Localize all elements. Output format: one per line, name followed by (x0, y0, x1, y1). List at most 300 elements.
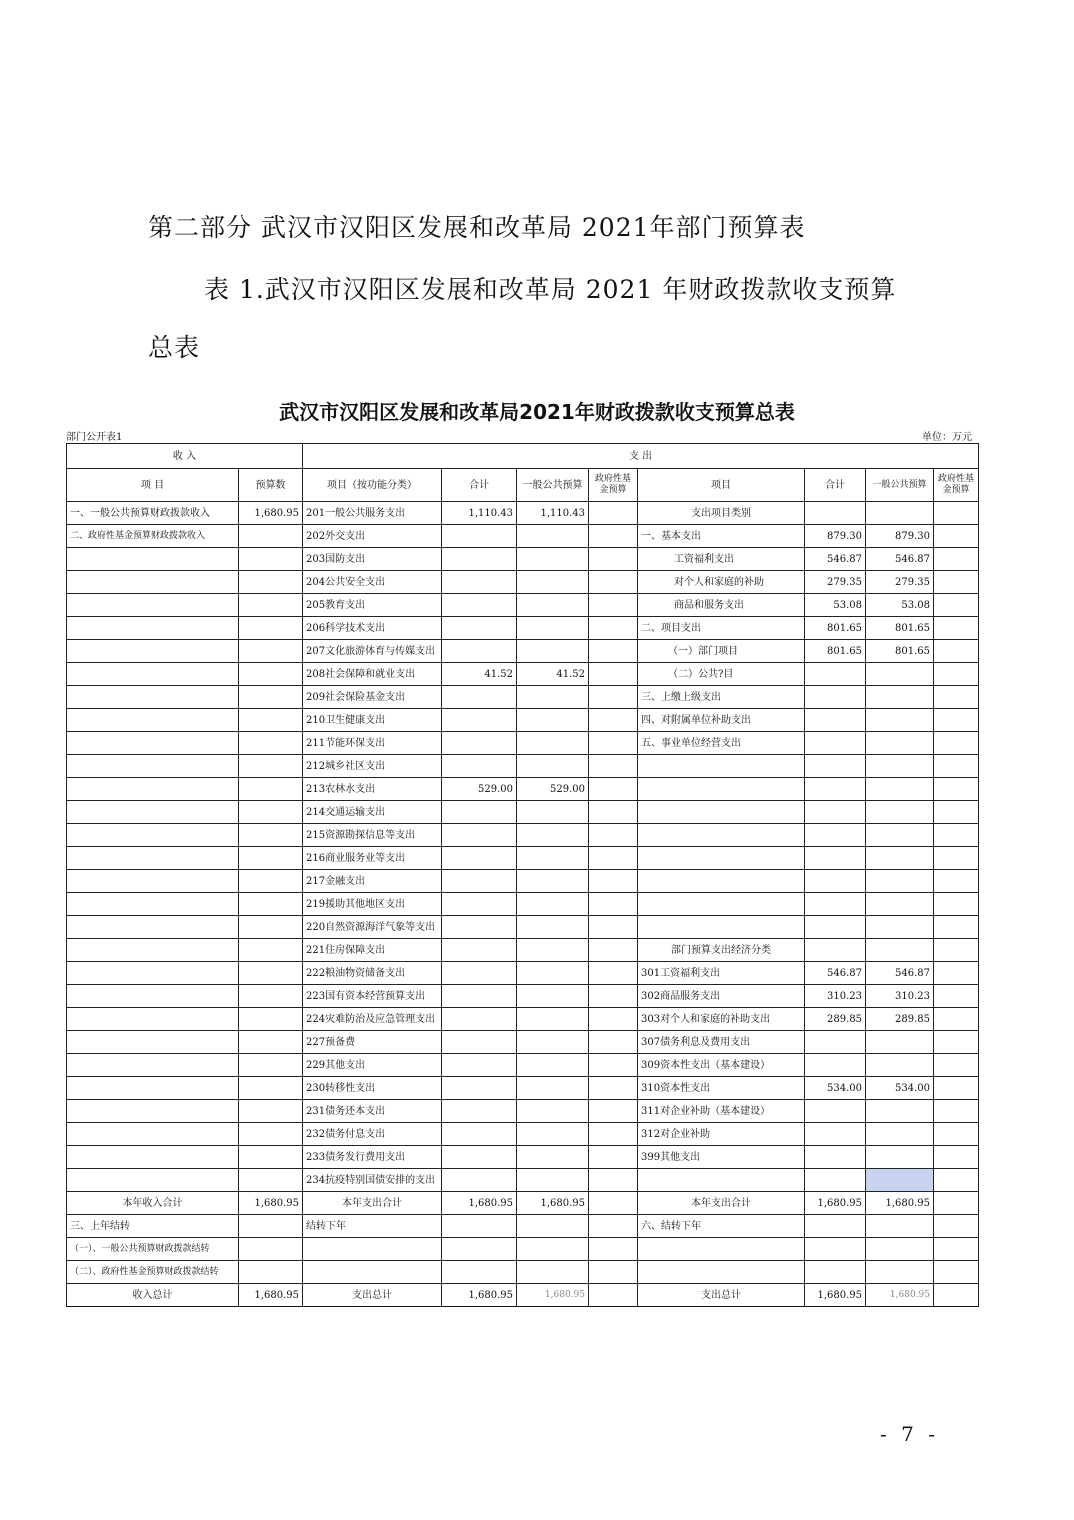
table-cell (866, 939, 934, 962)
table-cell (67, 732, 239, 755)
table-cell (517, 571, 589, 594)
table-row (67, 916, 979, 939)
table-row (67, 502, 979, 525)
table-cell (517, 916, 589, 939)
table-cell (638, 1169, 805, 1192)
table-cell: 六、结转下年 (638, 1215, 805, 1238)
table-cell (517, 755, 589, 778)
table-cell: 208社会保障和就业支出 (303, 663, 442, 686)
table-cell: 202外交支出 (303, 525, 442, 548)
grand-total-row (67, 1284, 979, 1307)
table-cell (442, 1054, 517, 1077)
section-heading: 第二部分 武汉市汉阳区发展和改革局 2021年部门预算表 (148, 213, 806, 242)
table-cell (517, 985, 589, 1008)
carry-over-row (67, 1215, 979, 1238)
table-cell (866, 1215, 934, 1238)
table-cell (303, 1261, 442, 1284)
table-row (67, 1169, 979, 1192)
table-cell (442, 1077, 517, 1100)
table-cell: 312对企业补助 (638, 1123, 805, 1146)
table-cell (239, 847, 303, 870)
table-row (67, 1054, 979, 1077)
table-cell (934, 594, 979, 617)
table-cell (805, 824, 866, 847)
table-cell (805, 663, 866, 686)
table-cell: 546.87 (805, 548, 866, 571)
table-cell (517, 548, 589, 571)
table-cell: 1,680.95 (805, 1284, 866, 1307)
table-cell (67, 778, 239, 801)
table-cell (866, 732, 934, 755)
table-cell: 229其他支出 (303, 1054, 442, 1077)
col-header: 政府性基金预算 (934, 469, 979, 502)
table-cell: 227预备费 (303, 1031, 442, 1054)
table-cell (239, 1054, 303, 1077)
table-cell (866, 709, 934, 732)
expense-section-label: 支 出 (303, 444, 979, 469)
table-cell (517, 594, 589, 617)
table-cell (67, 962, 239, 985)
table-cell (239, 525, 303, 548)
table-row (67, 870, 979, 893)
table-cell (517, 732, 589, 755)
table-cell (934, 617, 979, 640)
table-cell (442, 1169, 517, 1192)
table-cell (517, 1077, 589, 1100)
table-cell: 529.00 (442, 778, 517, 801)
table-cell: 三、上年结转 (67, 1215, 239, 1238)
table-row (67, 1100, 979, 1123)
table-cell (517, 1100, 589, 1123)
table-cell (589, 1215, 638, 1238)
table-cell (517, 1008, 589, 1031)
table-cell (517, 709, 589, 732)
table-cell (589, 1077, 638, 1100)
col-header: 一般公共预算 (517, 469, 589, 502)
table-cell (805, 709, 866, 732)
table-cell (517, 1054, 589, 1077)
table-cell: 231债务还本支出 (303, 1100, 442, 1123)
table-cell (589, 709, 638, 732)
table-cell: 本年支出合计 (638, 1192, 805, 1215)
table-cell: 303对个人和家庭的补助支出 (638, 1008, 805, 1031)
table-cell (67, 640, 239, 663)
table-caption-line2: 总表 (148, 333, 201, 362)
table-cell (442, 939, 517, 962)
table-cell (67, 939, 239, 962)
table-row (67, 824, 979, 847)
table-cell: 结转下年 (303, 1215, 442, 1238)
table-cell: 1,680.95 (866, 1192, 934, 1215)
table-cell (442, 893, 517, 916)
table-cell (866, 1123, 934, 1146)
table-cell (589, 502, 638, 525)
table-cell (239, 1077, 303, 1100)
col-header: 项目 (638, 469, 805, 502)
table-cell (67, 1100, 239, 1123)
table-cell (442, 640, 517, 663)
table-cell (589, 1008, 638, 1031)
table-cell: 1,110.43 (517, 502, 589, 525)
table-cell (589, 1031, 638, 1054)
table-title: 武汉市汉阳区发展和改革局2021年财政拨款收支预算总表 (279, 400, 795, 424)
table-code: 部门公开表1 (66, 432, 123, 443)
table-row (67, 801, 979, 824)
table-cell (805, 1169, 866, 1192)
table-row (67, 939, 979, 962)
table-cell (517, 847, 589, 870)
table-cell (442, 1261, 517, 1284)
table-cell: 41.52 (442, 663, 517, 686)
table-cell (805, 1031, 866, 1054)
table-cell: 五、事业单位经营支出 (638, 732, 805, 755)
table-cell (866, 893, 934, 916)
table-cell (934, 525, 979, 548)
table-cell: 546.87 (866, 962, 934, 985)
table-cell (805, 1261, 866, 1284)
table-cell (934, 962, 979, 985)
table-cell (442, 1008, 517, 1031)
table-cell (805, 870, 866, 893)
column-header-row (67, 469, 979, 502)
table-cell (805, 686, 866, 709)
table-cell (442, 801, 517, 824)
table-cell (934, 1031, 979, 1054)
table-cell (517, 617, 589, 640)
table-cell (442, 1215, 517, 1238)
table-cell: 商品和服务支出 (638, 594, 805, 617)
table-cell (805, 847, 866, 870)
table-row (67, 1008, 979, 1031)
table-cell: 收入总计 (67, 1284, 239, 1307)
table-cell (239, 594, 303, 617)
table-cell (934, 985, 979, 1008)
table-cell (239, 640, 303, 663)
table-cell: 工资福利支出 (638, 548, 805, 571)
table-cell (589, 525, 638, 548)
table-cell (638, 1238, 805, 1261)
table-cell (67, 594, 239, 617)
table-cell (442, 1100, 517, 1123)
table-cell (589, 1146, 638, 1169)
table-cell (589, 1284, 638, 1307)
current-year-total-row (67, 1192, 979, 1215)
table-cell (67, 1077, 239, 1100)
table-cell: 1,680.95 (239, 502, 303, 525)
table-cell: 对个人和家庭的补助 (638, 571, 805, 594)
table-cell (239, 870, 303, 893)
table-cell (239, 824, 303, 847)
section-header-row (67, 444, 979, 469)
table-cell: 二、项目支出 (638, 617, 805, 640)
table-cell (67, 893, 239, 916)
table-cell (638, 824, 805, 847)
table-cell (934, 916, 979, 939)
table-cell (638, 778, 805, 801)
table-cell (589, 778, 638, 801)
table-cell (239, 709, 303, 732)
table-cell (866, 824, 934, 847)
table-cell (442, 571, 517, 594)
table-cell (589, 755, 638, 778)
table-cell (239, 893, 303, 916)
table-cell (934, 1169, 979, 1192)
col-header: 合计 (805, 469, 866, 502)
table-cell (866, 801, 934, 824)
table-cell (239, 1169, 303, 1192)
table-cell: （一）、一般公共预算财政拨款结转 (67, 1238, 239, 1261)
table-row (67, 1031, 979, 1054)
table-row (67, 571, 979, 594)
table-cell (866, 870, 934, 893)
table-cell (866, 755, 934, 778)
table-cell (239, 985, 303, 1008)
table-cell (805, 1146, 866, 1169)
col-header: 合计 (442, 469, 517, 502)
table-cell (517, 1123, 589, 1146)
table-cell: 224灾难防治及应急管理支出 (303, 1008, 442, 1031)
table-cell: 205教育支出 (303, 594, 442, 617)
table-cell (67, 755, 239, 778)
table-cell (67, 571, 239, 594)
table-cell: 41.52 (517, 663, 589, 686)
table-cell (589, 571, 638, 594)
table-cell (934, 686, 979, 709)
table-cell (589, 1238, 638, 1261)
page-number: - 7 - (880, 1422, 939, 1446)
table-cell (67, 985, 239, 1008)
table-cell: 217金融支出 (303, 870, 442, 893)
table-cell (517, 1169, 589, 1192)
table-cell (67, 1031, 239, 1054)
table-cell: 534.00 (866, 1077, 934, 1100)
table-cell: 399其他支出 (638, 1146, 805, 1169)
table-cell (589, 893, 638, 916)
table-cell: 1,680.95 (239, 1192, 303, 1215)
table-cell: 1,680.95 (517, 1284, 589, 1307)
table-cell (638, 755, 805, 778)
col-header: 预算数 (239, 469, 303, 502)
table-cell: 206科学技术支出 (303, 617, 442, 640)
table-cell (239, 801, 303, 824)
table-cell: 220自然资源海洋气象等支出 (303, 916, 442, 939)
table-cell (589, 617, 638, 640)
table-cell (517, 525, 589, 548)
table-cell (239, 686, 303, 709)
table-row (67, 1077, 979, 1100)
table-cell (934, 640, 979, 663)
table-cell (805, 893, 866, 916)
table-cell: 801.65 (866, 640, 934, 663)
table-cell (67, 548, 239, 571)
table-row (67, 1146, 979, 1169)
table-cell (934, 755, 979, 778)
table-cell (866, 1169, 934, 1192)
table-cell (239, 548, 303, 571)
table-cell (442, 594, 517, 617)
table-cell: 本年支出合计 (303, 1192, 442, 1215)
table-cell (67, 824, 239, 847)
table-cell (805, 1054, 866, 1077)
table-cell (239, 1100, 303, 1123)
table-cell (589, 1261, 638, 1284)
table-cell (934, 801, 979, 824)
table-cell: 201一般公共服务支出 (303, 502, 442, 525)
carry-over-row (67, 1238, 979, 1261)
table-cell (934, 1192, 979, 1215)
table-cell (934, 1077, 979, 1100)
table-row (67, 893, 979, 916)
table-cell: （一）部门项目 (638, 640, 805, 663)
table-cell (67, 1169, 239, 1192)
table-cell: 211节能环保支出 (303, 732, 442, 755)
table-cell: 210卫生健康支出 (303, 709, 442, 732)
table-cell (442, 686, 517, 709)
table-cell (442, 525, 517, 548)
table-cell (805, 939, 866, 962)
table-cell (934, 1284, 979, 1307)
table-cell: 301工资福利支出 (638, 962, 805, 985)
table-cell: 219援助其他地区支出 (303, 893, 442, 916)
table-cell (934, 1238, 979, 1261)
table-cell (866, 847, 934, 870)
table-cell (934, 847, 979, 870)
table-caption-line1: 表 1.武汉市汉阳区发展和改革局 2021 年财政拨款收支预算 (204, 275, 897, 304)
table-cell (805, 1100, 866, 1123)
table-cell (866, 1054, 934, 1077)
table-row (67, 755, 979, 778)
table-cell: 289.85 (805, 1008, 866, 1031)
table-cell (866, 1100, 934, 1123)
table-cell: 一、一般公共预算财政拨款收入 (67, 502, 239, 525)
table-cell (638, 893, 805, 916)
table-cell (866, 1031, 934, 1054)
table-cell: 221住房保障支出 (303, 939, 442, 962)
table-cell (589, 1123, 638, 1146)
table-row (67, 1123, 979, 1146)
table-cell: （二）、政府性基金预算财政拨款结转 (67, 1261, 239, 1284)
table-cell (239, 1031, 303, 1054)
table-cell: 801.65 (805, 640, 866, 663)
col-header: 一般公共预算 (866, 469, 934, 502)
table-cell: 307债务利息及费用支出 (638, 1031, 805, 1054)
table-cell: 一、基本支出 (638, 525, 805, 548)
table-cell (239, 778, 303, 801)
table-cell (239, 962, 303, 985)
table-cell (805, 755, 866, 778)
table-cell: 215资源勘探信息等支出 (303, 824, 442, 847)
table-cell: 879.30 (866, 525, 934, 548)
table-cell (517, 640, 589, 663)
table-cell (805, 916, 866, 939)
table-cell (934, 1008, 979, 1031)
table-cell (67, 916, 239, 939)
table-cell: 部门预算支出经济分类 (638, 939, 805, 962)
table-cell: 1,680.95 (442, 1284, 517, 1307)
table-cell (517, 801, 589, 824)
table-cell (517, 893, 589, 916)
table-cell: 233债务发行费用支出 (303, 1146, 442, 1169)
table-cell (934, 1100, 979, 1123)
table-row (67, 525, 979, 548)
table-cell (442, 1238, 517, 1261)
table-row (67, 847, 979, 870)
col-header: 项 目 (67, 469, 239, 502)
table-cell: 534.00 (805, 1077, 866, 1100)
table-cell (517, 939, 589, 962)
table-row (67, 594, 979, 617)
table-cell (67, 709, 239, 732)
table-cell (589, 640, 638, 663)
table-cell (517, 1146, 589, 1169)
table-cell: 207文化旅游体育与传媒支出 (303, 640, 442, 663)
table-cell (934, 1054, 979, 1077)
table-cell: 支出项目类别 (638, 502, 805, 525)
table-cell (67, 870, 239, 893)
table-cell (442, 870, 517, 893)
table-cell (805, 1123, 866, 1146)
table-cell (805, 1215, 866, 1238)
table-cell: 279.35 (866, 571, 934, 594)
table-cell: 209社会保险基金支出 (303, 686, 442, 709)
table-cell: 203国防支出 (303, 548, 442, 571)
table-cell (589, 870, 638, 893)
table-row (67, 732, 979, 755)
table-cell: 546.87 (866, 548, 934, 571)
table-cell (934, 1261, 979, 1284)
table-cell (239, 1215, 303, 1238)
table-cell (589, 686, 638, 709)
table-cell (589, 548, 638, 571)
table-cell (442, 985, 517, 1008)
table-cell (442, 732, 517, 755)
table-cell (442, 548, 517, 571)
table-cell (239, 1238, 303, 1261)
table-cell (934, 548, 979, 571)
table-cell (589, 1192, 638, 1215)
table-cell (517, 1238, 589, 1261)
table-cell (934, 893, 979, 916)
table-cell: 222粮油物资储备支出 (303, 962, 442, 985)
table-cell: 1,680.95 (805, 1192, 866, 1215)
table-cell (67, 1123, 239, 1146)
table-cell (442, 1123, 517, 1146)
table-cell (866, 663, 934, 686)
table-cell: 289.85 (866, 1008, 934, 1031)
col-header: 政府性基金预算 (589, 469, 638, 502)
table-cell (934, 709, 979, 732)
table-cell (67, 1146, 239, 1169)
table-cell: 1,680.95 (517, 1192, 589, 1215)
table-cell: 53.08 (805, 594, 866, 617)
table-cell: 310.23 (805, 985, 866, 1008)
table-row (67, 709, 979, 732)
table-cell (934, 870, 979, 893)
table-cell: 204公共安全支出 (303, 571, 442, 594)
table-cell (805, 778, 866, 801)
table-cell: 234抗疫特别国债安排的支出 (303, 1169, 442, 1192)
table-cell: 230转移性支出 (303, 1077, 442, 1100)
table-cell (638, 916, 805, 939)
table-cell: 309资本性支出（基本建设） (638, 1054, 805, 1077)
table-cell (866, 1146, 934, 1169)
table-cell (239, 617, 303, 640)
table-cell (67, 617, 239, 640)
table-row (67, 640, 979, 663)
table-cell (589, 916, 638, 939)
table-cell (805, 1238, 866, 1261)
table-cell (866, 1261, 934, 1284)
